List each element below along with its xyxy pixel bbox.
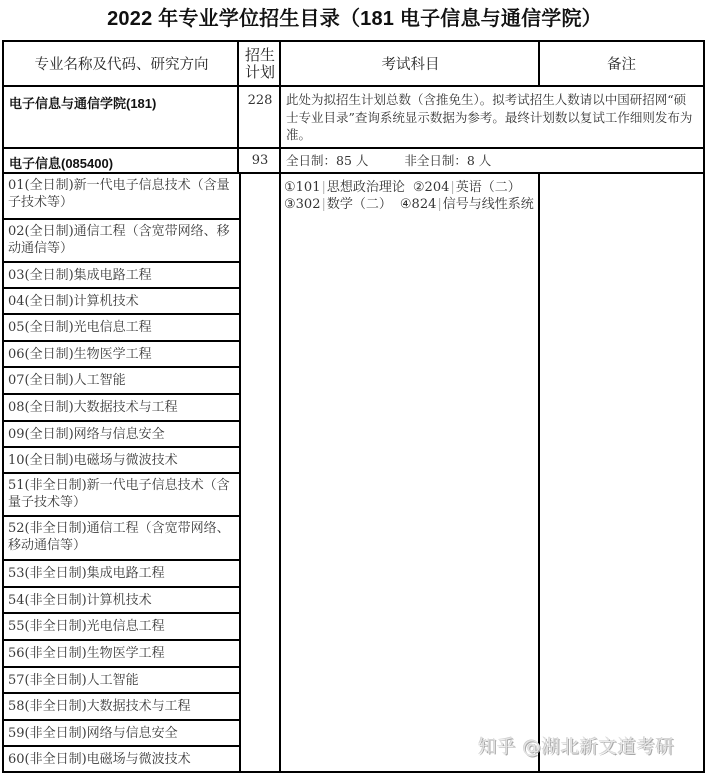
direction-row: 53(非全日制)集成电路工程	[2, 559, 241, 588]
watermark: 知乎 @湖北新文道考研	[478, 737, 675, 758]
direction-row: 06(全日制)生物医学工程	[2, 340, 241, 368]
college-plan: 228	[247, 93, 273, 108]
major-quota-cell	[279, 147, 705, 174]
direction-row: 01(全日制)新一代电子信息技术（含量子技术等）	[2, 172, 241, 220]
direction-row: 05(全日制)光电信息工程	[2, 313, 241, 342]
header-exam	[279, 40, 542, 87]
header-plan-line1: 招生	[244, 45, 275, 64]
college-name: 电子信息与通信学院(181)	[9, 96, 157, 111]
direction-row: 60(非全日制)电磁场与微波技术	[2, 745, 241, 773]
header-exam-label: 考试科目	[381, 57, 440, 73]
exam-subjects-cell	[279, 172, 542, 773]
exam-subject-3: ③302|数学（二）	[284, 197, 392, 212]
major-name-cell	[2, 147, 241, 174]
major-name: 电子信息(085400)	[9, 156, 114, 171]
header-notes-label: 备注	[607, 57, 636, 73]
direction-row: 07(全日制)人工智能	[2, 366, 241, 395]
college-notes: 此处为拟招生计划总数（含推免生）。拟考试招生人数请以中国研招网“硕士专业目录”查询系统显示数据为参考。最终计划数以复试工作细则发布为准。	[286, 92, 693, 142]
direction-row: 10(全日制)电磁场与微波技术	[2, 446, 241, 474]
direction-row: 56(非全日制)生物医学工程	[2, 639, 241, 668]
exam-line-1	[284, 179, 538, 196]
direction-row: 58(非全日制)大数据技术与工程	[2, 692, 241, 721]
header-plan-line2: 计划	[244, 62, 275, 81]
major-plan-cell	[237, 147, 283, 174]
directions-plan-cell	[237, 172, 283, 773]
exam-subject-4: ④824|信号与线性系统	[399, 197, 534, 212]
direction-row: 03(全日制)集成电路工程	[2, 261, 241, 289]
direction-row: 57(非全日制)人工智能	[2, 666, 241, 694]
direction-row: 08(全日制)大数据技术与工程	[2, 393, 241, 422]
direction-row: 51(非全日制)新一代电子信息技术（含量子技术等）	[2, 472, 241, 517]
header-major-label: 专业名称及代码、研究方向	[34, 57, 209, 73]
direction-row: 52(非全日制)通信工程（含宽带网络、移动通信等）	[2, 515, 241, 561]
college-plan-cell	[237, 85, 283, 149]
header-plan	[237, 40, 283, 87]
direction-row: 09(全日制)网络与信息安全	[2, 420, 241, 448]
directions-notes-cell	[538, 172, 705, 773]
direction-row: 54(非全日制)计算机技术	[2, 586, 241, 614]
college-name-cell	[2, 85, 241, 149]
college-notes-cell	[279, 85, 705, 149]
exam-subject-1: ①101|思想政治理论	[284, 180, 405, 195]
header-notes	[538, 40, 705, 87]
part-time-quota: 非全日制：8 人	[404, 153, 492, 168]
direction-row: 55(非全日制)光电信息工程	[2, 612, 241, 641]
direction-row: 02(全日制)通信工程（含宽带网络、移动通信等）	[2, 218, 241, 263]
major-plan: 93	[251, 153, 269, 168]
page-title: 2022 年专业学位招生目录（181 电子信息与通信学院）	[107, 8, 602, 30]
full-time-quota: 全日制：85 人	[286, 153, 369, 168]
direction-row: 04(全日制)计算机技术	[2, 287, 241, 315]
direction-row: 59(非全日制)网络与信息安全	[2, 719, 241, 747]
exam-line-2	[284, 196, 538, 213]
header-major	[2, 40, 241, 87]
exam-subject-2: ②204|英语（二）	[412, 180, 521, 195]
